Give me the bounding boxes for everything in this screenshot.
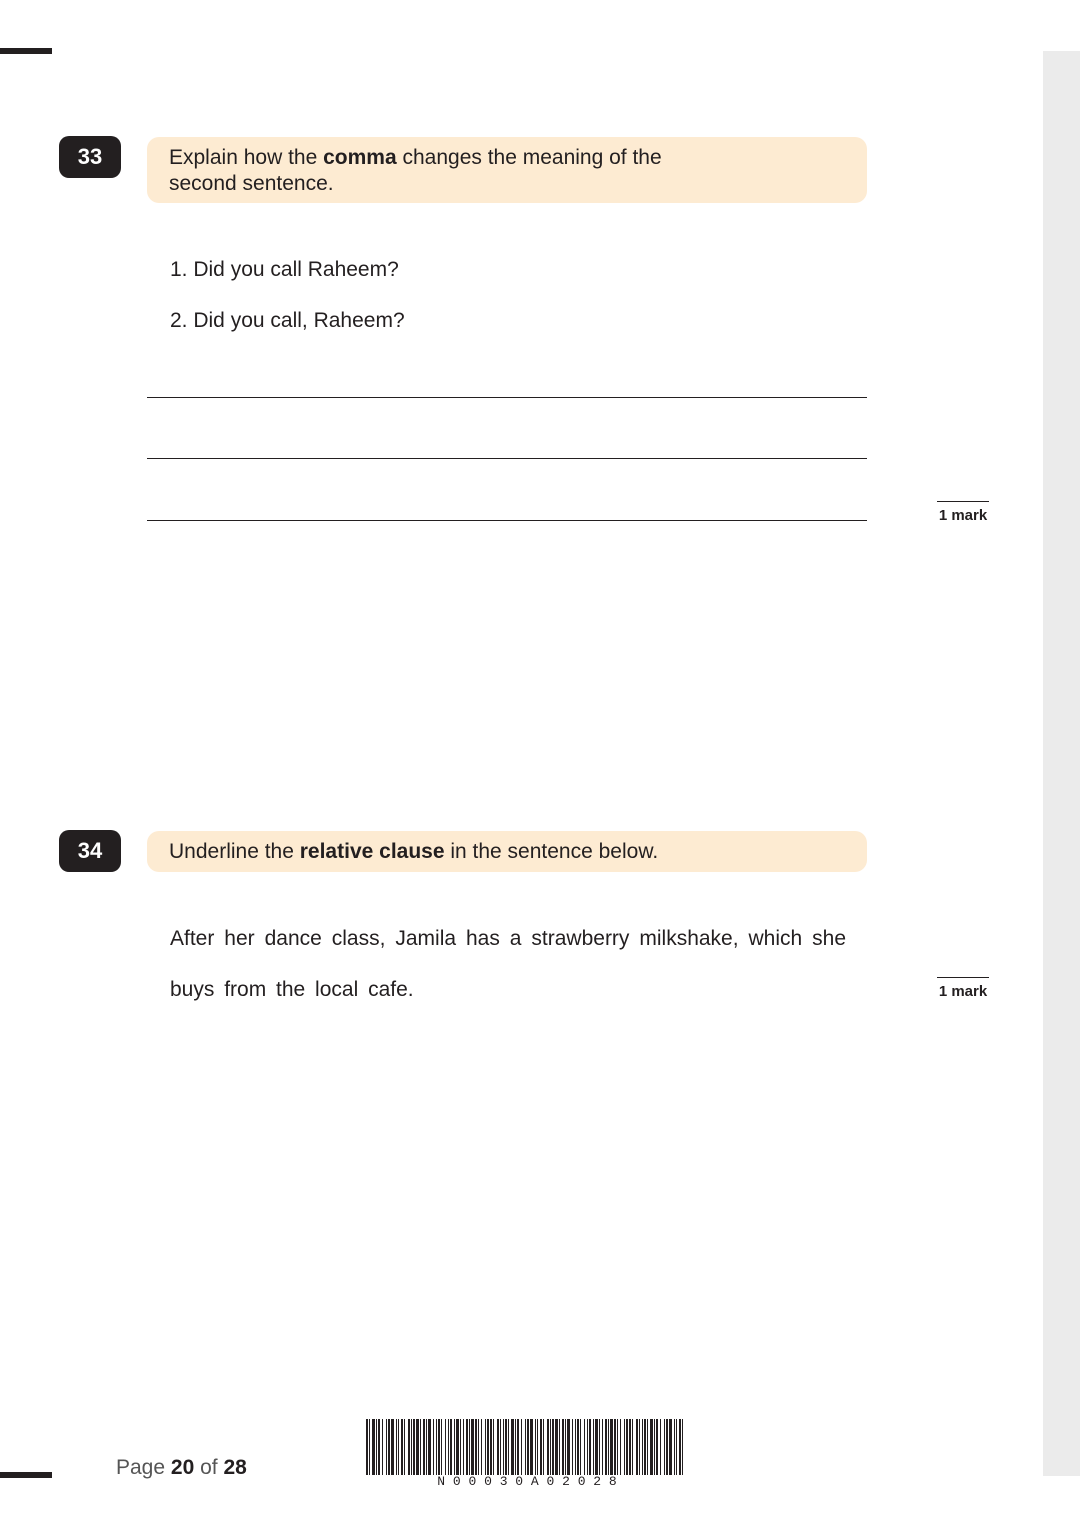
barcode-bar (369, 1419, 370, 1475)
barcode-bar (527, 1419, 529, 1475)
barcode-bar (540, 1419, 542, 1475)
barcode-bar (456, 1419, 459, 1475)
question-prompt (147, 137, 867, 203)
barcode-bar (555, 1419, 558, 1475)
barcode-bar (639, 1419, 640, 1475)
barcode-bar (401, 1419, 403, 1475)
prompt-keyword: comma (323, 146, 397, 169)
barcode-bar (572, 1419, 573, 1475)
prompt-text: changes the meaning of the (396, 146, 662, 169)
barcode-bar (398, 1419, 399, 1475)
barcode-bar (404, 1419, 405, 1475)
barcode-bar (469, 1419, 470, 1475)
barcode-bar (636, 1419, 638, 1475)
page-total: 28 (223, 1456, 247, 1479)
question-prompt (147, 831, 867, 872)
corner-mark-top (0, 48, 52, 54)
barcode-bar (426, 1419, 427, 1475)
barcode-bar (428, 1419, 431, 1475)
barcode-text: N 0 0 0 3 0 A 0 2 0 2 8 (437, 1474, 617, 1489)
barcode-bar (575, 1419, 576, 1475)
barcode-bar (656, 1419, 658, 1475)
barcode-bar (599, 1419, 600, 1475)
mark-allocation (937, 501, 989, 524)
page-current: 20 (170, 1456, 195, 1479)
mark-allocation (937, 977, 989, 1000)
page-prefix: Page (116, 1456, 166, 1479)
sentence-item: 1. Did you call Raheem? (170, 258, 399, 281)
barcode-bar (610, 1419, 613, 1475)
barcode-bar (679, 1419, 681, 1475)
barcode-bar (626, 1419, 628, 1475)
barcode-bar (589, 1419, 591, 1475)
barcode-bar (535, 1419, 536, 1475)
barcode-bar (552, 1419, 554, 1475)
barcode-bar (525, 1419, 526, 1475)
page-number (116, 1456, 247, 1480)
barcode-bar (543, 1419, 544, 1475)
barcode-bar (441, 1419, 442, 1475)
barcode-bar (376, 1419, 377, 1475)
barcode-bar (660, 1419, 661, 1475)
barcode-bar (584, 1419, 585, 1475)
corner-mark-bottom (0, 1472, 52, 1478)
prompt-text: in the sentence below. (444, 840, 659, 863)
barcode-bar (595, 1419, 598, 1475)
barcode-bar (550, 1419, 551, 1475)
barcode-bar (547, 1419, 549, 1475)
mark-label: 1 mark (938, 507, 988, 524)
barcode-bar (674, 1419, 675, 1475)
barcode-bar (650, 1419, 653, 1475)
sentence-item: 2. Did you call, Raheem? (170, 309, 405, 332)
barcode-bar (386, 1419, 387, 1475)
barcode-bar (490, 1419, 492, 1475)
barcode-bar (450, 1419, 452, 1475)
barcode-bar (445, 1419, 446, 1475)
barcode-bar (676, 1419, 677, 1475)
barcode-bar (559, 1419, 560, 1475)
barcode-bars (366, 1419, 683, 1475)
barcode-bar (487, 1419, 489, 1475)
barcode-bar (503, 1419, 504, 1475)
barcode-bar (478, 1419, 479, 1475)
barcode-bar (423, 1419, 425, 1475)
barcode-bar (413, 1419, 415, 1475)
barcode-bar (624, 1419, 625, 1475)
barcode-bar (666, 1419, 668, 1475)
barcode-bar (372, 1419, 375, 1475)
barcode-bar (378, 1419, 380, 1475)
barcode-bar (408, 1419, 410, 1475)
barcode-bar (587, 1419, 588, 1475)
barcode-bar (481, 1419, 482, 1475)
barcode-bar (505, 1419, 507, 1475)
barcode-bar (580, 1419, 581, 1475)
barcode-bar (517, 1419, 519, 1475)
barcode-bar (605, 1419, 607, 1475)
barcode-bar (500, 1419, 501, 1475)
barcode-bar (521, 1419, 522, 1475)
barcode-bar (593, 1419, 594, 1475)
answer-line[interactable] (147, 397, 867, 398)
barcode-bar (366, 1419, 368, 1475)
prompt-text: Underline the (169, 840, 300, 863)
prompt-keyword: relative clause (299, 840, 445, 863)
barcode-bar (436, 1419, 437, 1475)
barcode-bar (515, 1419, 516, 1475)
barcode-bar (608, 1419, 609, 1475)
barcode-bar (471, 1419, 474, 1475)
prompt-text: Explain how the (169, 146, 324, 169)
barcode-bar (460, 1419, 461, 1475)
barcode-bar (396, 1419, 397, 1475)
relative-clause-sentence[interactable]: After her dance class, Jamila has a strawberry milkshake, which she buys from the local cafe. (170, 927, 846, 1001)
barcode-bar (644, 1419, 646, 1475)
barcode-bar (562, 1419, 564, 1475)
page-of: of (200, 1456, 218, 1479)
barcode-bar (454, 1419, 455, 1475)
prompt-text: second sentence. (169, 172, 334, 195)
barcode-bar (602, 1419, 603, 1475)
barcode-bar (508, 1419, 509, 1475)
question-number: 33 (59, 136, 121, 178)
mark-label: 1 mark (938, 983, 988, 1000)
barcode-bar (664, 1419, 665, 1475)
barcode-bar (493, 1419, 494, 1475)
barcode-bar (438, 1419, 440, 1475)
barcode-bar (433, 1419, 434, 1475)
barcode-bar (567, 1419, 570, 1475)
barcode-bar (632, 1419, 633, 1475)
barcode-bar (577, 1419, 579, 1475)
barcode-bar (466, 1419, 468, 1475)
barcode-bar (382, 1419, 383, 1475)
answer-line[interactable] (147, 458, 867, 459)
barcode-bar (642, 1419, 643, 1475)
barcode-bar (530, 1419, 533, 1475)
barcode-bar (416, 1419, 419, 1475)
barcode-bar (463, 1419, 464, 1475)
barcode-bar (475, 1419, 477, 1475)
barcode-bar (448, 1419, 449, 1475)
margin-strip (1043, 51, 1080, 1476)
barcode-bar (565, 1419, 566, 1475)
barcode-bar (388, 1419, 390, 1475)
barcode-bar (620, 1419, 621, 1475)
barcode-bar (682, 1419, 683, 1475)
barcode-bar (511, 1419, 514, 1475)
barcode-bar (420, 1419, 421, 1475)
answer-line[interactable] (147, 520, 867, 521)
barcode-bar (537, 1419, 538, 1475)
barcode-bar (614, 1419, 616, 1475)
barcode-bar (647, 1419, 648, 1475)
barcode-bar (485, 1419, 486, 1475)
barcode-bar (411, 1419, 412, 1475)
barcode-bar (391, 1419, 394, 1475)
barcode (366, 1419, 688, 1489)
barcode-bar (654, 1419, 655, 1475)
barcode-bar (497, 1419, 499, 1475)
barcode-bar (617, 1419, 618, 1475)
question-number: 34 (59, 830, 121, 872)
barcode-bar (629, 1419, 631, 1475)
barcode-bar (669, 1419, 672, 1475)
